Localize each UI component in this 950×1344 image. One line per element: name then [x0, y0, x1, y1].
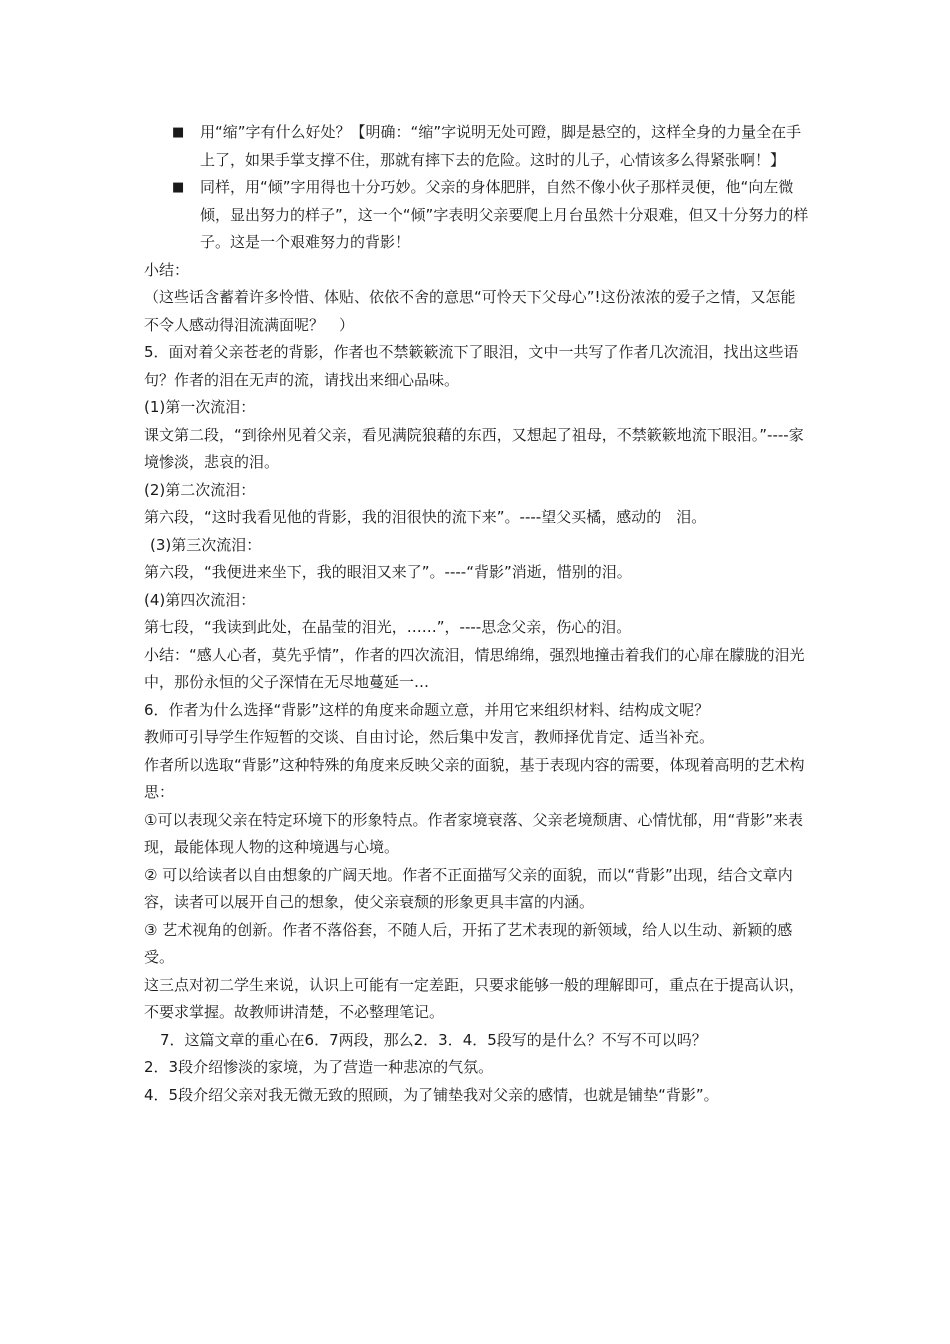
tear-heading-2: (2)第二次流泪： — [144, 480, 256, 499]
point-1: ①可以表现父亲在特定环境下的形象特点。作者家境衰落、父亲老境颓唐、心情忧郁，用“背影”来表现，最能体现人物的这种境遇与心境。 — [144, 810, 803, 856]
question-5: 5．面对着父亲苍老的背影，作者也不禁簌簌流下了眼泪，文中一共写了作者几次流泪，找出这些语句？作者的泪在无声的流，请找出来细心品味。 — [144, 343, 799, 389]
bullet-text: 同样，用“倾”字用得也十分巧妙。父亲的身体肥胖，自然不像小伙子那样灵便，他“向左微倾，显出努力的样子”，这一个“倾”字表明父亲要爬上月台虽然十分艰难，但又十分努力的样子。这是一个艰难努力的背影！ — [200, 178, 809, 251]
summary-label: 小结： — [144, 260, 190, 279]
square-bullet-icon: ■ — [172, 180, 185, 195]
paragraph: 教师可引导学生作短暂的交谈、自由讨论，然后集中发言，教师择优肯定、适当补充。 — [144, 728, 715, 746]
bullet-item — [172, 119, 810, 174]
paragraph: 第六段，“我便进来坐下，我的眼泪又来了”。----“背影”消逝，惜别的泪。 — [144, 563, 632, 581]
summary-paragraph: 小结：“感人心者，莫先乎情”，作者的四次流泪，情思绵绵，强烈地撞击着我们的心扉在朦胧的泪光中，那份永恒的父子深情在无尽地蔓延一… — [144, 645, 805, 691]
tear-heading-4: (4)第四次流泪： — [144, 590, 256, 609]
answer-line: 4．5段介绍父亲对我无微无致的照顾，为了铺垫我对父亲的感情，也就是铺垫“背影”。 — [144, 1085, 719, 1104]
point-2: ② 可以给读者以自由想象的广阔天地。作者不正面描写父亲的面貌，而以“背影”出现，结合文章内容，读者可以展开自己的想象，使父亲衰颓的形象更具丰富的内涵。 — [144, 865, 793, 911]
question-7: 7．这篇文章的重心在6．7两段，那么2．3．4．5段写的是什么？不写不可以吗？ — [160, 1030, 707, 1049]
square-bullet-icon: ■ — [172, 125, 185, 140]
tear-heading-3: (3)第三次流泪： — [150, 535, 262, 554]
paragraph: 课文第二段，“到徐州见着父亲，看见满院狼藉的东西，又想起了祖母，不禁簌簌地流下眼泪。”----家境惨淡，悲哀的泪。 — [144, 425, 804, 471]
bullet-text: 用“缩”字有什么好处？【明确：“缩”字说明无处可蹬，脚是悬空的，这样全身的力量全在手上了，如果手掌支撑不住，那就有摔下去的危险。这时的儿子，心情该多么得紧张啊！】 — [200, 123, 802, 169]
answer-line: 2．3段介绍惨淡的家境，为了营造一种悲凉的气氛。 — [144, 1058, 494, 1076]
bullet-item — [172, 174, 810, 257]
paragraph: 作者所以选取“背影”这种特殊的角度来反映父亲的面貌，基于表现内容的需要，体现着高明的艺术构思： — [144, 755, 805, 801]
paragraph: 第六段，“这时我看见他的背影，我的泪很快的流下来”。----望父买橘，感动的 泪。 — [144, 508, 707, 526]
question-6: 6．作者为什么选择“背影”这样的角度来命题立意，并用它来组织材料、结构成文呢？ — [144, 700, 710, 719]
point-3: ③ 艺术视角的创新。作者不落俗套，不随人后，开拓了艺术表现的新领域，给人以生动、新颖的感受。 — [144, 920, 793, 966]
paragraph: （这些话含蓄着许多怜惜、体贴、依依不舍的意思“可怜天下父母心”!这份浓浓的爱子之情，又怎能不令人感动得泪流满面呢？ ） — [144, 288, 796, 334]
tear-heading-1: (1)第一次流泪： — [144, 398, 256, 416]
document-body — [144, 119, 810, 1109]
paragraph: 这三点对初二学生来说，认识上可能有一定差距，只要求能够一般的理解即可，重点在于提高认识，不要求掌握。故教师讲清楚，不必整理笔记。 — [144, 975, 805, 1021]
paragraph: 第七段，“我读到此处，在晶莹的泪光，……”，----思念父亲，伤心的泪。 — [144, 618, 632, 636]
